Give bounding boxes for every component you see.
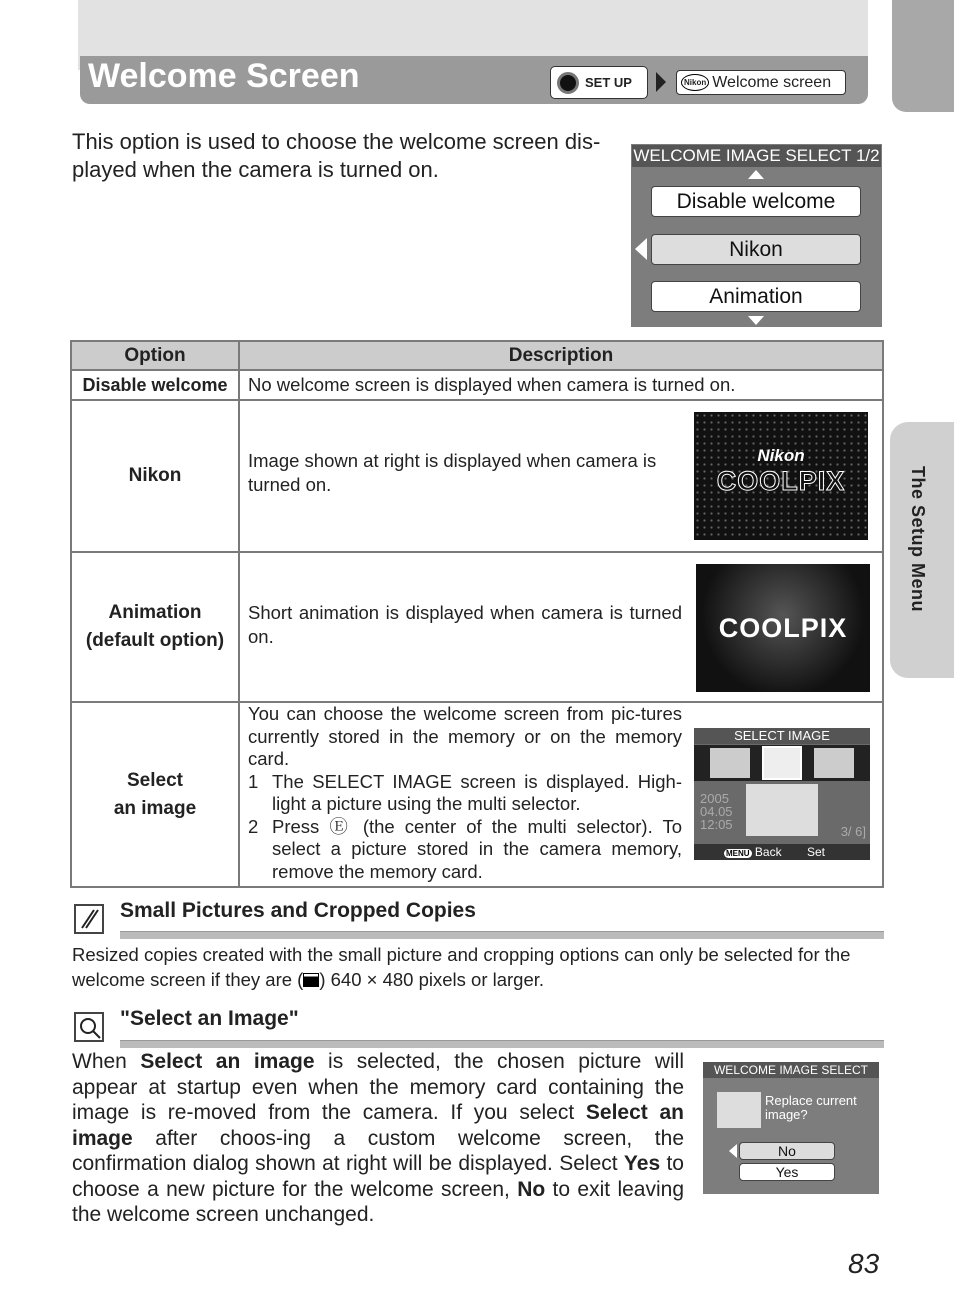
option-label: Animation bbox=[108, 602, 202, 623]
thumbnail-strip bbox=[694, 745, 870, 781]
note-title: Small Pictures and Cropped Copies bbox=[120, 899, 476, 922]
thumbnail bbox=[710, 748, 750, 778]
selection-pointer-icon bbox=[729, 1144, 737, 1158]
option-sublabel: an image bbox=[113, 797, 197, 819]
note-rule bbox=[120, 931, 884, 939]
note-text bbox=[72, 942, 884, 992]
text: is selected, the chosen picture will appear at startup even when the memory card containing the image is re-moved from the camera. If you select bbox=[72, 1050, 684, 1124]
option-cell: Disable welcome bbox=[72, 371, 240, 401]
nikon-logo-text: Nikon bbox=[757, 446, 805, 465]
option-sublabel: (default option) bbox=[85, 630, 225, 651]
text: after choos-ing a custom welcome screen, the confirmation dialog shown at right will be displayed. Select bbox=[72, 1126, 684, 1175]
text: to choose a new picture for the welcome screen, bbox=[72, 1152, 684, 1201]
table-header-option: Option bbox=[72, 342, 240, 371]
set-label: Set bbox=[806, 845, 825, 859]
setup-menu-badge bbox=[550, 66, 648, 99]
scroll-down-icon bbox=[748, 316, 764, 325]
yes-option: Yes bbox=[739, 1163, 835, 1181]
description-cell: Image shown at right is displayed when camera is turned on. bbox=[240, 401, 882, 553]
preview-image bbox=[746, 784, 818, 836]
step-text: Press Ⓔ (the center of the multi selector). To select a picture stored in the camera memory, remove the memory card. bbox=[272, 815, 682, 882]
note-title: "Select an Image" bbox=[120, 1007, 299, 1030]
option-cell bbox=[72, 703, 240, 886]
coolpix-logo-text: COOLPIX bbox=[718, 612, 848, 643]
description-cell: Short animation is displayed when camera is turned on. bbox=[240, 553, 882, 703]
lcd-title: SELECT IMAGE bbox=[694, 728, 870, 744]
date-day: 04.05 bbox=[700, 804, 733, 819]
thumbnail-selected bbox=[762, 746, 802, 780]
options-table bbox=[70, 340, 884, 888]
text: to exit leaving the welcome screen unchanged. bbox=[72, 1177, 684, 1226]
breadcrumb-label: Welcome screen bbox=[712, 73, 832, 91]
text: When bbox=[72, 1050, 141, 1073]
select-image-screen bbox=[694, 728, 870, 860]
note-rule bbox=[120, 1040, 884, 1048]
date-stamp bbox=[700, 792, 733, 831]
confirm-prompt: Replace current image? bbox=[765, 1093, 857, 1122]
bold-text: No bbox=[517, 1177, 546, 1201]
intro-text: This option is used to choose the welcome screen dis-played when the camera is turned on. bbox=[72, 129, 601, 182]
table-header-description: Description bbox=[240, 342, 882, 371]
date-year: 2005 bbox=[700, 791, 729, 806]
description-text: You can choose the welcome screen from pic-tures currently stored in the memory or on the memory card. bbox=[248, 703, 682, 769]
page-number: 83 bbox=[848, 1248, 880, 1279]
description-cell: No welcome screen is displayed when camera is turned on. bbox=[240, 371, 882, 401]
confirm-dialog-screen bbox=[703, 1062, 879, 1194]
time: 12:05 bbox=[700, 817, 733, 832]
lcd-title: WELCOME IMAGE SELECT 1/2 bbox=[633, 146, 880, 165]
nikon-logo-icon: Nikon bbox=[681, 74, 709, 91]
bold-text: Yes bbox=[623, 1152, 661, 1175]
pencil-icon bbox=[74, 904, 104, 934]
section-tab-label: The Setup Menu bbox=[908, 466, 928, 612]
magnifier-icon bbox=[74, 1012, 104, 1042]
scroll-up-icon bbox=[748, 170, 764, 179]
option-nikon: Nikon bbox=[651, 234, 861, 265]
note-text bbox=[72, 1049, 684, 1228]
frame-counter: 3/ 6] bbox=[840, 824, 866, 839]
selection-pointer-icon bbox=[635, 238, 647, 260]
page-title: Welcome Screen bbox=[88, 57, 360, 95]
corner-tab bbox=[892, 0, 954, 112]
lcd-footer bbox=[694, 844, 870, 860]
step-number: 2 bbox=[248, 815, 259, 837]
option-label: Select bbox=[127, 769, 183, 791]
bold-text: Select an image bbox=[72, 1101, 684, 1150]
step-text: The SELECT IMAGE screen is displayed. High-light a picture using the multi selector. bbox=[272, 770, 682, 814]
option-cell: Nikon bbox=[72, 401, 240, 553]
menu-button-icon: MENU bbox=[726, 849, 750, 858]
step-number: 1 bbox=[248, 770, 259, 792]
nikon-welcome-image bbox=[694, 412, 868, 540]
animation-welcome-image bbox=[696, 564, 870, 692]
note-text-part: ) 640 × 480 pixels or larger. bbox=[319, 969, 545, 990]
coolpix-logo-text: COOLPIX bbox=[716, 466, 846, 496]
bold-text: Select an image bbox=[140, 1050, 315, 1073]
thumbnail bbox=[814, 748, 854, 778]
note-text-part: Resized copies created with the small picture and cropping options can only be selected for the welcome screen if they are ( bbox=[72, 944, 851, 990]
back-label: Back bbox=[754, 845, 782, 859]
option-disable-welcome: Disable welcome bbox=[651, 186, 861, 217]
breadcrumb-arrow-icon bbox=[656, 72, 666, 92]
option-animation: Animation bbox=[651, 281, 861, 312]
menu-dial-icon bbox=[557, 72, 579, 94]
step-1 bbox=[248, 771, 682, 816]
setup-label: SET UP bbox=[585, 75, 632, 90]
lcd-title: WELCOME IMAGE SELECT bbox=[703, 1062, 879, 1078]
option-cell bbox=[72, 553, 240, 703]
preview-image bbox=[717, 1092, 761, 1128]
step-2 bbox=[248, 816, 682, 884]
no-option: No bbox=[739, 1142, 835, 1160]
breadcrumb bbox=[676, 70, 846, 95]
image-size-icon bbox=[303, 973, 319, 987]
